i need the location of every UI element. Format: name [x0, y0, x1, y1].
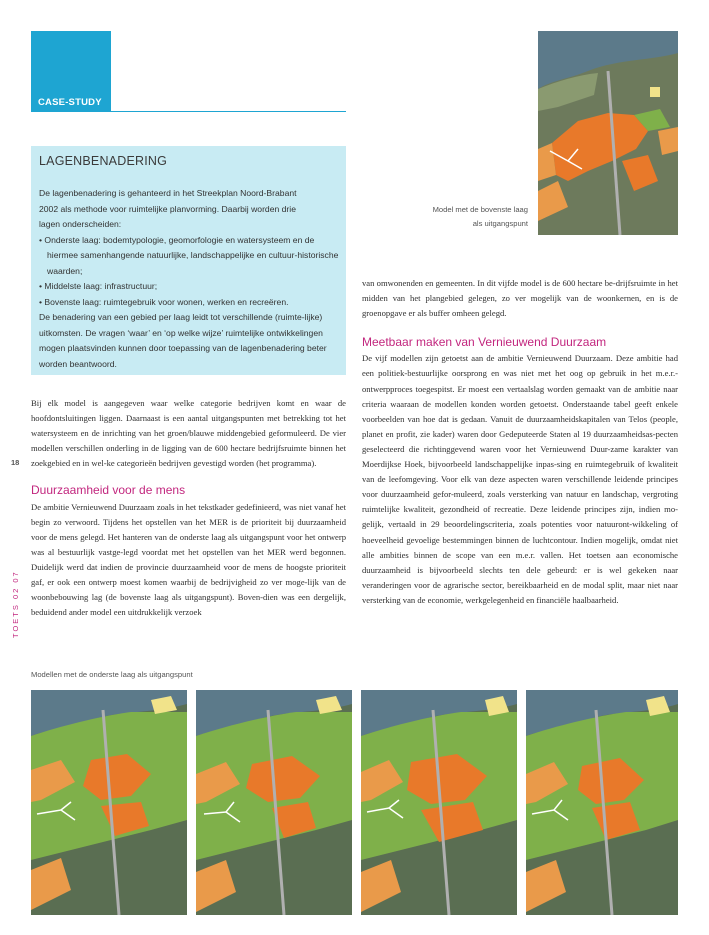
box-intro-line: lagen onderscheiden: — [39, 219, 122, 229]
badge-rule — [31, 111, 346, 112]
heading-duurzaamheid-mens: Duurzaamheid voor de mens — [31, 483, 186, 498]
case-study-badge — [31, 31, 111, 111]
model-map-2 — [196, 690, 352, 915]
top-map-image — [538, 31, 678, 235]
model-map-3 — [361, 690, 517, 915]
right-paragraph-2: De vijf modellen zijn getoetst aan de ambitie Vernieuwend Duurzaam. Deze ambitie had een politiek-bestuurlijke oorsprong en was niet met het oog op gebruik in het m.e.r.-ontwerpproces toegespitst. Er moest een vertaalslag worden gemaakt van de ambitie naar criteria waaraan de modellen konden worden getoetst. Onderstaande tabel geeft enkele voorbeelden van hoe dat is gedaan. Vanuit de duurzaamheidskapitalen van Telos (people, planet en profit, zie kader) waren door Gedeputeerde Staten al 19 duurzaamheidsas-pecten geselecteerd die richtinggevend waren voor het Vernieuwend Duur-zame karakter van Moerdijkse Hoek, bijvoorbeeld landschappelijke inpas-sing en ruimtegebruik of kwaliteit van de leefomgeving. Voor elk van deze aspecten waren verschillende leidende principes voor duurzaamheid gefor-muleerd, zoals versterking van natuur en landschap, vergroting ruimtelijke kwaliteit, gezondheid of recreatie. Deze leidende principes zijn, indien mo-gelijk, vertaald in 29 beoordelingscriteria, zoals potenties voor natuuront-wikkeling of hoeveelheid gevoelige bestemmingen binnen de luchtcontour. Indien mogelijk, omdat niet alle ambities binnen de scope van een m.e.r. vallen. Het toetsen aan economische duurzaamheid is bijvoorbeeld slechts ten dele gebeurd: er is wel gekeken naar veranderingen voor de agrarische sector, bereikbaarheid en de modal split, maar niet naar versterking van de economie, werkgelegenheid en financiële haalbaarheid. — [362, 353, 678, 605]
lagenbenadering-box — [31, 146, 346, 375]
box-intro-line: 2002 als methode voor ruimtelijke planvorming. Daarbij worden drie — [39, 203, 296, 214]
left-paragraph-2: De ambitie Vernieuwend Duurzaam zoals in het tekstkader gedefinieerd, was niet vanaf het begin zo verwoord. Tijdens het opstellen van het MER is de prioriteit bij duurzaamheid voor de mens gelegd. Het hanteren van de onderste laag als uitgangspunt voor het ontwerp was al bestuurlijk vastge-legd voordat met het opstellen van het MER werd begonnen. Duidelijk werd dat indien de provincie duurzaamheid voor de mens de hoogste prioriteit gaf, er ook een ontwerp moest komen waarbij de bedrijvigheid zo ver moge-lijk van de woonbebouwing lag (de bovenste laag als uitgangspunt). Boven-dien was een dergelijk, beduidend ander model een uitdrukkelijk verzoek — [31, 501, 346, 618]
box-text — [39, 186, 341, 372]
box-bullet: • Bovenste laag: ruimtegebruik voor wonen, werken en recreëren. — [39, 296, 289, 307]
model-map-4 — [526, 690, 678, 915]
top-map-caption — [404, 203, 528, 231]
left-column — [31, 396, 346, 620]
caption-line: Model met de bovenste laag — [432, 205, 528, 214]
left-paragraph-1: Bij elk model is aangegeven waar welke categorie bedrijven komt en waar de hoofdontsluitingen liggen. Daarnaast is een aantal uitgangspunten met betrekking tot het watersysteem en de inrichting van het groen/blauwe middengebied geformuleerd. De vier modellen verschillen onderling in de ligging van de 600 hectare bedrijfsruimte binnen het zoekgebied en in wel-ke categorieën bedrijven gevestigd worden (het programma). — [31, 398, 346, 469]
model-map-1 — [31, 690, 187, 915]
side-label: TOETS 02 07 — [11, 570, 20, 638]
box-intro-line: De lagenbenadering is gehanteerd in het Streekplan Noord-Brabant — [39, 188, 297, 198]
right-paragraph-1: van omwonenden en gemeenten. In dit vijfde model is de 600 hectare be-drijfsruimte in het midden van het plangebied gelegen, zo ver mogelijk van de woonkernen, en is de groenopgave er als buffer omheen gelegd. — [362, 278, 678, 319]
caption-line: als uitgangspunt — [472, 219, 528, 228]
box-title: LAGENBENADERING — [39, 154, 168, 168]
box-outro: De benadering van een gebied per laag leidt tot verschillende (ruimte-lijke) uitkomsten. De vragen ‘waar’ en ‘op welke wijze’ ruimtelijke ontwikkelingen mogen plaatsvinden kunnen door toepassing van de lagenbenadering beter worden beantwoord. — [39, 312, 327, 369]
heading-meetbaar: Meetbaar maken van Vernieuwend Duurzaam — [362, 335, 607, 350]
right-column — [362, 276, 678, 608]
box-bullet: • Onderste laag: bodemtypologie, geomorfologie en watersysteem en de hiermee samenhangende natuurlijke, landschappelijke en cultuur-historische waarden; — [39, 234, 339, 276]
case-study-label: CASE-STUDY — [38, 97, 102, 108]
bottom-caption: Modellen met de onderste laag als uitgangspunt — [31, 670, 193, 679]
page-number: 18 — [11, 458, 20, 467]
box-bullet: • Middelste laag: infrastructuur; — [39, 281, 158, 291]
